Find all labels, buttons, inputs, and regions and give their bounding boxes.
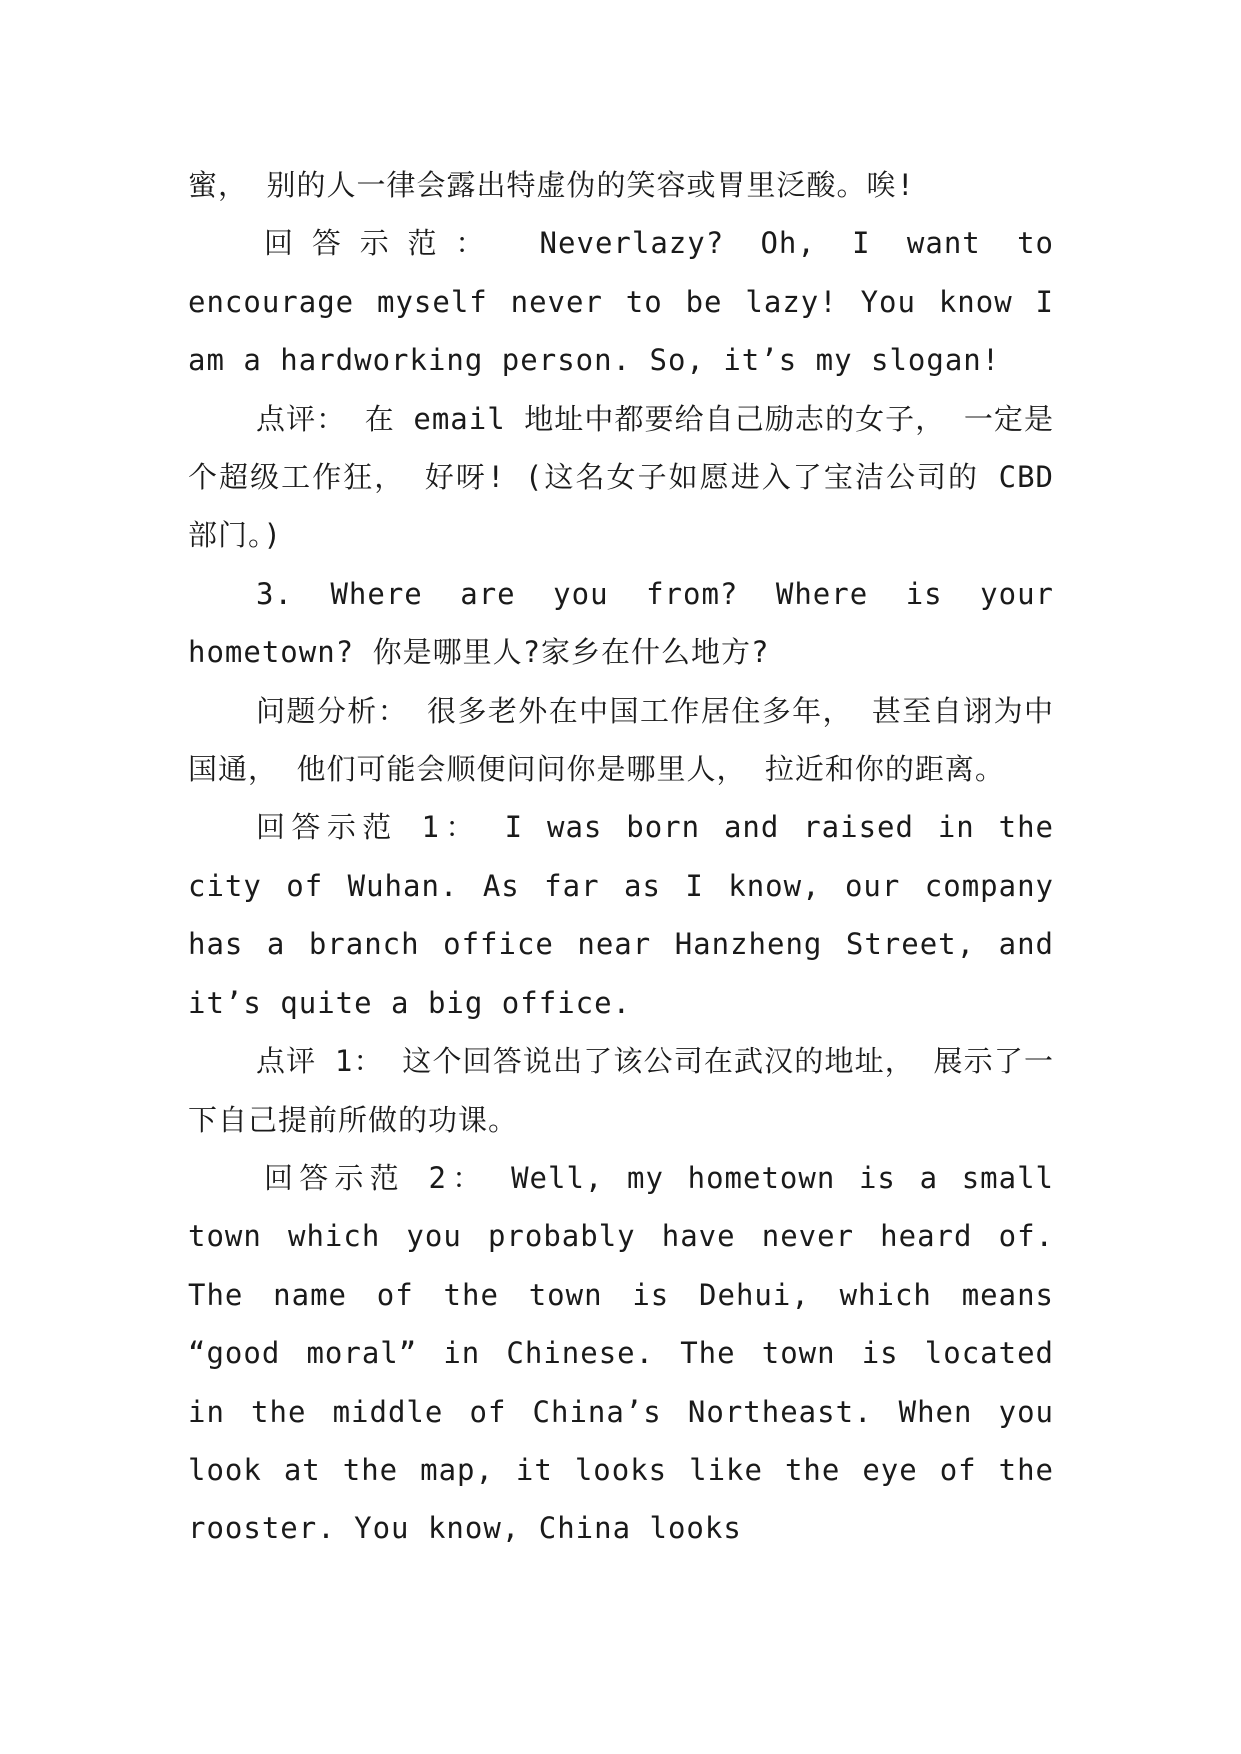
paragraph-question-analysis: 问题分析： 很多老外在中国工作居住多年， 甚至自诩为中国通， 他们可能会顺便问问你是哪里人， 拉近和你的距离。 <box>188 693 1054 787</box>
paragraph-comment-1: 点评 1： 这个回答说出了该公司在武汉的地址， 展示了一下自己提前所做的功课。 <box>188 1044 1054 1137</box>
paragraph-sample-answer-2: 回答示范 2： Well, my hometown is a small town which you probably have never heard of. The name of the town is Dehui, which means “good moral” in Chinese. The town is located in the middle of China’s Northeast. When you look at the map, it looks like the eye of the rooster. You know, China looks <box>188 1160 1054 1546</box>
paragraph-comment: 点评： 在 email 地址中都要给自己励志的女子， 一定是个超级工作狂， 好呀! (这名女子如愿进入了宝洁公司的 CBD 部门。) <box>188 401 1054 553</box>
paragraph-sample-answer-1: 回答示范 1： I was born and raised in the city of Wuhan. As far as I know, our company has a branch office near Hanzheng Street, and it’s quite a big office. <box>188 810 1054 1020</box>
paragraph-question-3: 3. Where are you from? Where is your hometown? 你是哪里人?家乡在什么地方? <box>188 576 1054 670</box>
paragraph-continuation: 蜜， 别的人一律会露出特虚伪的笑容或胃里泛酸。唉! <box>188 168 915 202</box>
paragraph-sample-answer: 回答示范： Neverlazy? Oh, I want to encourage myself never to be lazy! You know I am a hardworking person. So, it’s my slogan! <box>188 226 1054 378</box>
document-body <box>188 156 1054 1558</box>
